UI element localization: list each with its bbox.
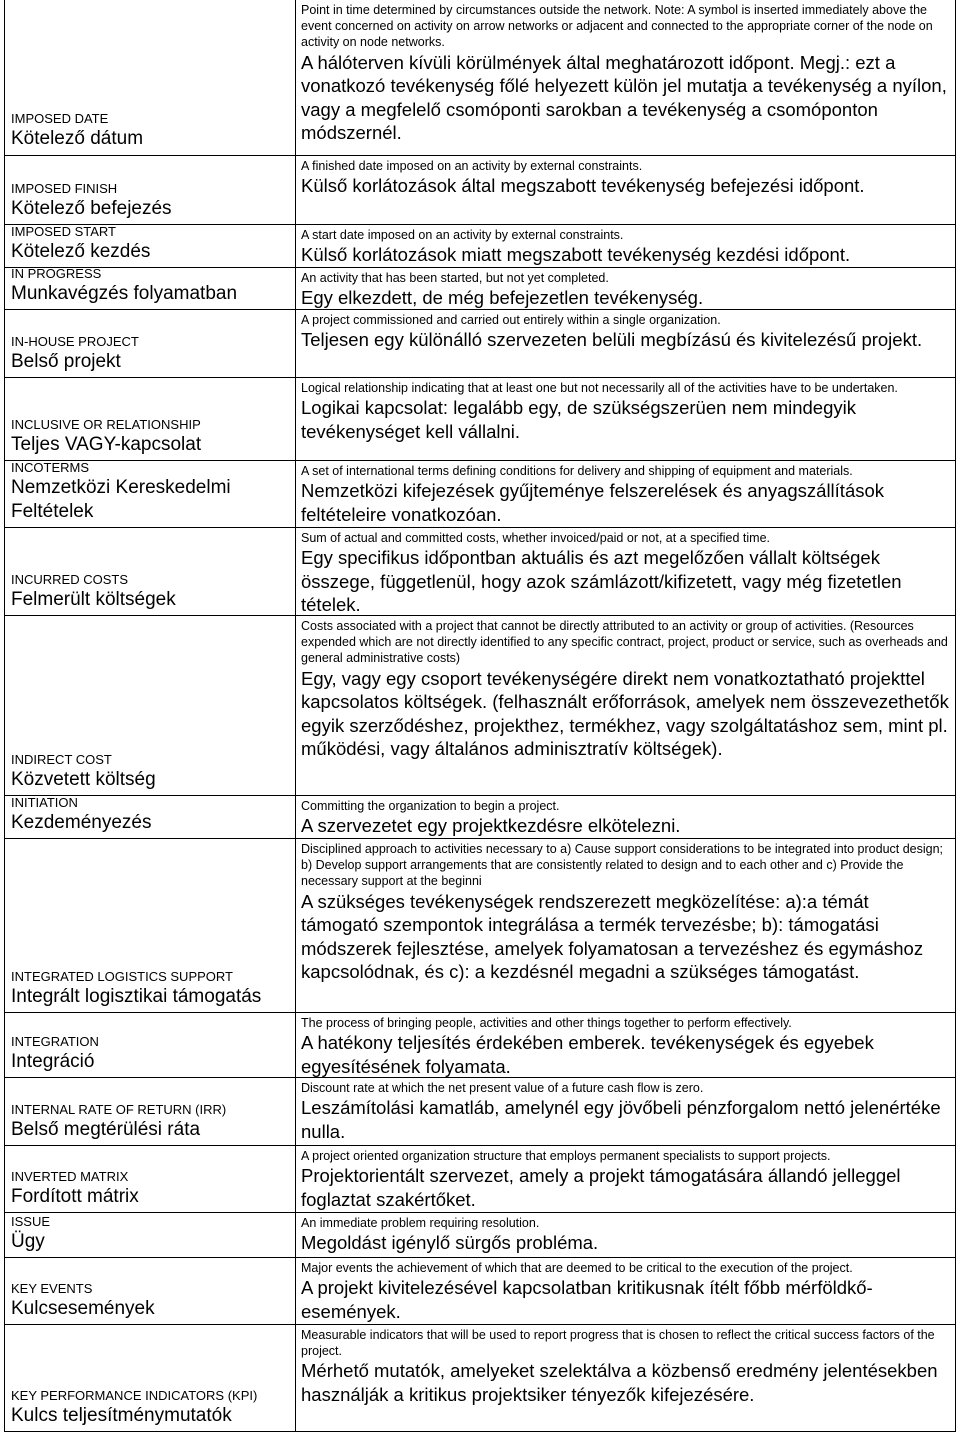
definition-english: A project commissioned and carried out entirely within a single organization.: [301, 313, 721, 327]
definition-english: Committing the organization to begin a project.: [301, 799, 560, 813]
term-hungarian: Belső megtérülési ráta: [11, 1119, 201, 1140]
definition-cell: [301, 270, 949, 310]
definition-cell: [301, 1260, 949, 1323]
term-english: INITIATION: [11, 795, 78, 810]
glossary-row: [5, 460, 955, 528]
definition-hungarian: Mérhető mutatók, amelyeket szelektálva a közbenső eredmény jelentésekben használják a kritikus projektsiker tényezők kifejezésére.: [301, 1360, 938, 1405]
term-hungarian: Munkavégzés folyamatban: [11, 283, 238, 304]
definition-cell: [301, 798, 949, 838]
definition-cell: [301, 530, 949, 617]
term-english: INTERNAL RATE OF RETURN (IRR): [11, 1102, 227, 1117]
glossary-row: [5, 1077, 955, 1146]
glossary-row: [5, 1324, 955, 1432]
definition-cell: [301, 2, 949, 145]
definition-english: A finished date imposed on an activity by external constraints.: [301, 159, 643, 173]
definition-hungarian: Leszámítolási kamatláb, amelynél egy jövőbeli pénzforgalom nettó jelenértéke nulla.: [301, 1097, 941, 1142]
term-hungarian: Kulcsesemények: [11, 1298, 155, 1319]
term-cell: [5, 268, 296, 310]
definition-cell: [301, 841, 949, 984]
term-cell: [5, 378, 296, 461]
definition-hungarian: A szükséges tevékenységek rendszerezett megközelítése: a):a témát támogató szempontok integrálása a termék tervezésbe; b): támogatási módszerek fejlesztése, amelyek folyamatosan a tervezéshez és egymáshoz kapcsolódnak, és c): a kezdésnél megadni a szükséges támogatást.: [301, 890, 924, 983]
definition-hungarian: A projekt kivitelezésével kapcsolatban kritikusnak ítélt főbb mérföldkő-események.: [301, 1277, 873, 1322]
glossary-row: [5, 838, 955, 1013]
term-english: INCLUSIVE OR RELATIONSHIP: [11, 417, 201, 432]
glossary-row: [5, 527, 955, 616]
term-hungarian: Fordított mátrix: [11, 1186, 139, 1207]
definition-hungarian: Külső korlátozások által megszabott tevékenység befejezési időpont.: [301, 175, 865, 197]
term-hungarian: Integráció: [11, 1051, 95, 1072]
definition-cell: [301, 463, 949, 526]
term-cell: [5, 461, 296, 528]
definition-hungarian: Egy elkezdett, de még befejezetlen tevékenység.: [301, 287, 704, 309]
definition-english: Costs associated with a project that cannot be directly attributed to an activity or group of activities. (Resources expended which are not directly identified to any specific contract, project, product or service, such as overheads and general administrative costs): [301, 619, 948, 666]
definition-english: Discount rate at which the net present value of a future cash flow is zero.: [301, 1081, 704, 1095]
term-hungarian: Ügy: [11, 1231, 45, 1252]
glossary-row: [5, 795, 955, 839]
term-cell: [5, 796, 296, 839]
term-hungarian: Kötelező kezdés: [11, 241, 151, 262]
definition-cell: [301, 1015, 949, 1078]
term-hungarian: Kezdeményezés: [11, 812, 152, 833]
glossary-row: [5, 1212, 955, 1258]
definition-cell: [301, 1148, 949, 1211]
term-hungarian: Kötelező befejezés: [11, 198, 172, 219]
definition-cell: [301, 1327, 949, 1406]
term-cell: [5, 839, 296, 1013]
definition-english: Sum of actual and committed costs, whether invoiced/paid or not, at a specified time.: [301, 531, 770, 545]
term-english: IMPOSED DATE: [11, 111, 109, 126]
definition-cell: [301, 618, 949, 761]
definition-hungarian: Logikai kapcsolat: legalább egy, de szükségszerüen nem mindegyik tevékenységet kell vállalni.: [301, 397, 856, 442]
definition-cell: [301, 312, 949, 352]
definition-english: Measurable indicators that will be used to report progress that is chosen to reflect the critical success factors of the project.: [301, 1328, 935, 1359]
definition-cell: [301, 227, 949, 267]
glossary-row: [5, 1145, 955, 1213]
term-cell: [5, 156, 296, 225]
glossary-row: [5, 224, 955, 268]
term-cell: [5, 1213, 296, 1258]
term-english: INTEGRATION: [11, 1034, 99, 1049]
term-english: IN-HOUSE PROJECT: [11, 334, 139, 349]
glossary-row: [5, 0, 955, 155]
term-english: INVERTED MATRIX: [11, 1169, 129, 1184]
definition-cell: [301, 1215, 949, 1255]
term-hungarian: Belső projekt: [11, 351, 121, 372]
term-cell: [5, 310, 296, 378]
term-cell: [5, 1146, 296, 1213]
definition-english: The process of bringing people, activities and other things together to perform effectively.: [301, 1016, 792, 1030]
definition-english: A project oriented organization structure that employs permanent specialists to support projects.: [301, 1149, 831, 1163]
term-hungarian: Integrált logisztikai támogatás: [11, 986, 262, 1007]
term-hungarian: Kötelező dátum: [11, 128, 144, 149]
term-english: INTEGRATED LOGISTICS SUPPORT: [11, 969, 233, 984]
definition-hungarian: Külső korlátozások miatt megszabott tevékenység kezdési időpont.: [301, 244, 851, 266]
term-cell: [5, 0, 296, 155]
glossary-row: [5, 309, 955, 378]
definition-hungarian: A hálóterven kívüli körülmények által meghatározott időpont. Megj.: ezt a vonatkozó tevékenység főlé helyezett külön jel mutatja a tevékenység a nyílon, vagy a megfelelő csomóponti sarokban a tevékenység a csomóponton módszernél.: [301, 51, 947, 144]
glossary-row: [5, 377, 955, 461]
term-english: ISSUE: [11, 1214, 51, 1229]
definition-english: A start date imposed on an activity by external constraints.: [301, 228, 624, 242]
term-cell: [5, 1325, 296, 1432]
definition-hungarian: A hatékony teljesítés érdekében emberek. tevékenységek és egyebek egyesítésének folyamata.: [301, 1032, 874, 1077]
definition-cell: [301, 158, 949, 198]
glossary-row: [5, 615, 955, 796]
glossary-row: [5, 267, 955, 310]
term-english: IN PROGRESS: [11, 266, 102, 281]
glossary-row: [5, 1012, 955, 1078]
glossary-row: [5, 155, 955, 225]
definition-hungarian: Nemzetközi kifejezések gyűjteménye felszerelések és anyagszállítások feltételeire vonatkozóan.: [301, 480, 885, 525]
definition-english: Disciplined approach to activities necessary to a) Cause support considerations to be integrated into product design; b) Develop support arrangements that are consistently related to design and to each other and c) Provide the necessary support at the beginni: [301, 842, 944, 889]
definition-hungarian: Megoldást igénylő sürgős probléma.: [301, 1232, 599, 1254]
term-hungarian: Közvetett költség: [11, 769, 156, 790]
definition-english: Major events the achievement of which that are deemed to be critical to the execution of the project.: [301, 1261, 853, 1275]
term-cell: [5, 1013, 296, 1078]
definition-cell: [301, 380, 949, 443]
glossary-row: [5, 1257, 955, 1325]
term-hungarian: Kulcs teljesítménymutatók: [11, 1405, 232, 1426]
term-english: INCOTERMS: [11, 460, 89, 475]
term-cell: [5, 1258, 296, 1325]
term-hungarian: Nemzetközi Kereskedelmi Feltételek: [11, 477, 231, 522]
term-hungarian: Teljes VAGY-kapcsolat: [11, 434, 202, 455]
definition-hungarian: A szervezetet egy projektkezdésre elkötelezni.: [301, 815, 681, 837]
definition-english: An immediate problem requiring resolution.: [301, 1216, 540, 1230]
definition-hungarian: Teljesen egy különálló szervezeten belüli megbízású és kivitelezésű projekt.: [301, 329, 923, 351]
definition-cell: [301, 1080, 949, 1143]
term-cell: [5, 1078, 296, 1146]
glossary-table: [4, 0, 956, 1432]
term-english: IMPOSED FINISH: [11, 181, 118, 196]
definition-english: A set of international terms defining conditions for delivery and shipping of equipment and materials.: [301, 464, 853, 478]
definition-english: An activity that has been started, but not yet completed.: [301, 271, 609, 285]
term-english: INCURRED COSTS: [11, 572, 129, 587]
term-hungarian: Felmerült költségek: [11, 589, 176, 610]
definition-hungarian: Projektorientált szervezet, amely a projekt támogatására állandó jelleggel foglaztat szakértőket.: [301, 1165, 901, 1210]
term-cell: [5, 528, 296, 616]
term-english: IMPOSED START: [11, 224, 116, 239]
term-english: INDIRECT COST: [11, 752, 112, 767]
term-cell: [5, 616, 296, 796]
term-cell: [5, 225, 296, 268]
definition-hungarian: Egy, vagy egy csoport tevékenységére direkt nem vonatkoztatható projekttel kapcsolatos költségek. (felhasznált erőforrások, amelyek nem összevezethetők egyik szerződéshez, projekthez, termékhez, vagy szolgáltatáshoz sem, mint pl. működési, vagy általános adminisztratív költségek).: [301, 667, 949, 760]
definition-hungarian: Egy specifikus időpontban aktuális és azt megelőzően vállalt költségek összege, függetlenül, hogy azok számlázott/kifizetett, vagy még fizetetlen tételek.: [301, 547, 902, 616]
term-english: KEY EVENTS: [11, 1281, 93, 1296]
definition-english: Logical relationship indicating that at least one but not necessarily all of the activities have to be undertaken.: [301, 381, 898, 395]
definition-english: Point in time determined by circumstances outside the network. Note: A symbol is inserted immediately above the event concerned on activity on arrow networks or adjacent and connected to the appropriate corner of the node on activity on node networks.: [301, 3, 933, 50]
term-english: KEY PERFORMANCE INDICATORS (KPI): [11, 1388, 258, 1403]
